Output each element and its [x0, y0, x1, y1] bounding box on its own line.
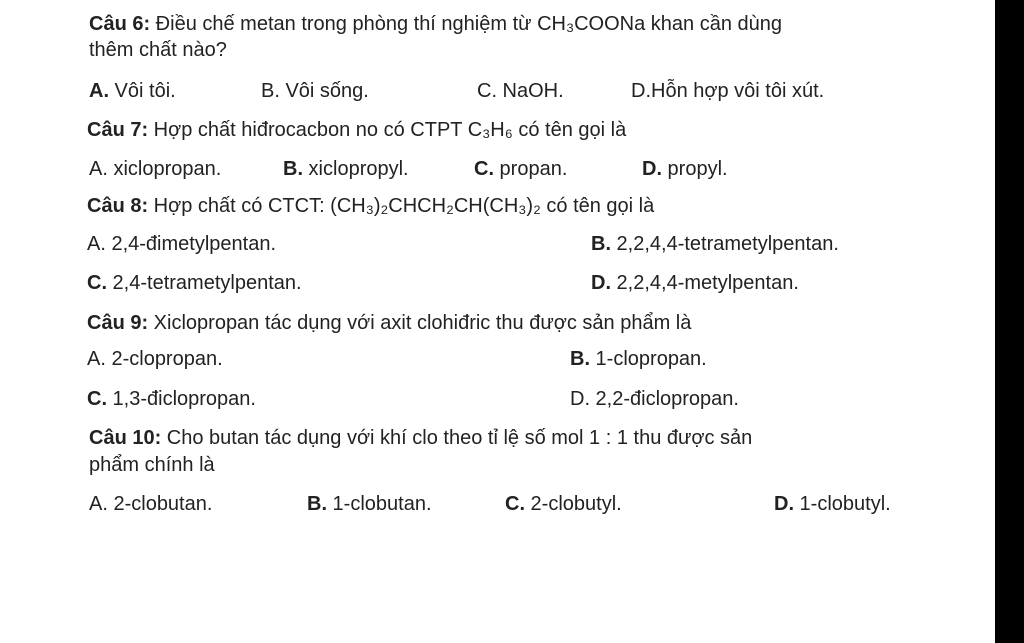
- option-text: propyl.: [662, 158, 728, 180]
- option-letter: D.: [774, 493, 794, 515]
- option-text: 1-clobutyl.: [794, 493, 891, 515]
- option-letter: A.: [89, 80, 109, 102]
- option-text: propan.: [494, 158, 568, 180]
- question-10-line-1: [89, 426, 752, 450]
- question-6-line-2: [89, 38, 227, 62]
- question-8-label: Câu 8:: [87, 195, 149, 217]
- option-text: NaOH.: [497, 80, 564, 102]
- right-edge-bar: [995, 0, 1024, 643]
- option-letter: C.: [505, 493, 525, 515]
- question-9-option-a: [87, 347, 223, 371]
- option-letter: C.: [87, 388, 107, 410]
- option-letter: C.: [474, 158, 494, 180]
- question-7-option-c: [474, 157, 567, 181]
- question-6-text-2: thêm chất nào?: [89, 39, 227, 61]
- option-letter: B.: [307, 493, 327, 515]
- option-text: xiclopropyl.: [303, 158, 409, 180]
- question-7-option-d: [642, 157, 728, 181]
- option-text: 1-clopropan.: [590, 348, 707, 370]
- question-9-option-c: [87, 387, 256, 411]
- option-letter: D.: [631, 80, 651, 102]
- option-text: 2,4-đimetylpentan.: [105, 233, 277, 255]
- question-8-option-c: [87, 271, 302, 295]
- option-letter: A.: [89, 158, 108, 180]
- option-letter: D.: [642, 158, 662, 180]
- option-text: 2,2,4,4-metylpentan.: [611, 272, 799, 294]
- option-text: 1-clobutan.: [327, 493, 432, 515]
- question-6-text-1: Điều chế metan trong phòng thí nghiệm từ CH₃COONa khan cần dùng: [150, 13, 783, 35]
- question-6-label: Câu 6:: [89, 13, 151, 35]
- option-text: 2-clobutyl.: [525, 493, 622, 515]
- option-text: 1,3-điclopropan.: [107, 388, 256, 410]
- option-text: Vôi sống.: [279, 80, 369, 102]
- option-letter: A.: [87, 348, 106, 370]
- option-letter: B.: [570, 348, 590, 370]
- option-text: xiclopropan.: [107, 158, 222, 180]
- option-text: 2,2-điclopropan.: [590, 388, 739, 410]
- question-6-line-1: [89, 12, 782, 36]
- question-10-option-d: [774, 492, 891, 516]
- question-8-option-d: [591, 271, 799, 295]
- question-7-option-a: [89, 157, 221, 181]
- question-6-option-b: [261, 79, 369, 103]
- question-9-line-1: [87, 311, 691, 335]
- question-10-option-a: [89, 492, 212, 516]
- question-7-option-b: [283, 157, 409, 181]
- question-9-option-d: [570, 387, 739, 411]
- question-10-text-2: phẩm chính là: [89, 454, 215, 476]
- option-letter: C.: [477, 80, 497, 102]
- option-text: Hỗn hợp vôi tôi xút.: [651, 80, 825, 102]
- option-text: 2-clobutan.: [107, 493, 213, 515]
- question-10-line-2: [89, 453, 215, 477]
- question-9-text-1: Xiclopropan tác dụng với axit clohiđric thu được sản phẩm là: [148, 312, 692, 334]
- question-8-line-1: [87, 194, 654, 218]
- question-9-option-b: [570, 347, 707, 371]
- question-10-text-1: Cho butan tác dụng với khí clo theo tỉ lệ số mol 1 : 1 thu được sản: [161, 427, 753, 449]
- option-letter: C.: [87, 272, 107, 294]
- option-text: 2,2,4,4-tetrametylpentan.: [611, 233, 839, 255]
- option-letter: A.: [87, 233, 106, 255]
- question-10-label: Câu 10:: [89, 427, 162, 449]
- question-7-line-1: [87, 118, 626, 142]
- option-letter: D.: [591, 272, 611, 294]
- option-letter: A.: [89, 493, 108, 515]
- question-8-text-1: Hợp chất có CTCT: (CH₃)₂CHCH₂CH(CH₃)₂ có tên gọi là: [148, 195, 655, 217]
- option-letter: B.: [261, 80, 280, 102]
- option-letter: B.: [283, 158, 303, 180]
- question-6-option-c: [477, 79, 564, 103]
- option-text: 2-clopropan.: [105, 348, 223, 370]
- option-text: 2,4-tetrametylpentan.: [107, 272, 302, 294]
- option-letter: D.: [570, 388, 590, 410]
- question-10-option-c: [505, 492, 622, 516]
- question-10-option-b: [307, 492, 432, 516]
- question-6-option-a: [89, 79, 176, 103]
- question-9-label: Câu 9:: [87, 312, 149, 334]
- question-7-text-1: Hợp chất hiđrocacbon no có CTPT C₃H₆ có tên gọi là: [148, 119, 627, 141]
- option-letter: B.: [591, 233, 611, 255]
- question-8-option-a: [87, 232, 276, 256]
- question-7-label: Câu 7:: [87, 119, 149, 141]
- question-6-option-d: [631, 79, 824, 103]
- option-text: Vôi tôi.: [109, 80, 176, 102]
- question-8-option-b: [591, 232, 839, 256]
